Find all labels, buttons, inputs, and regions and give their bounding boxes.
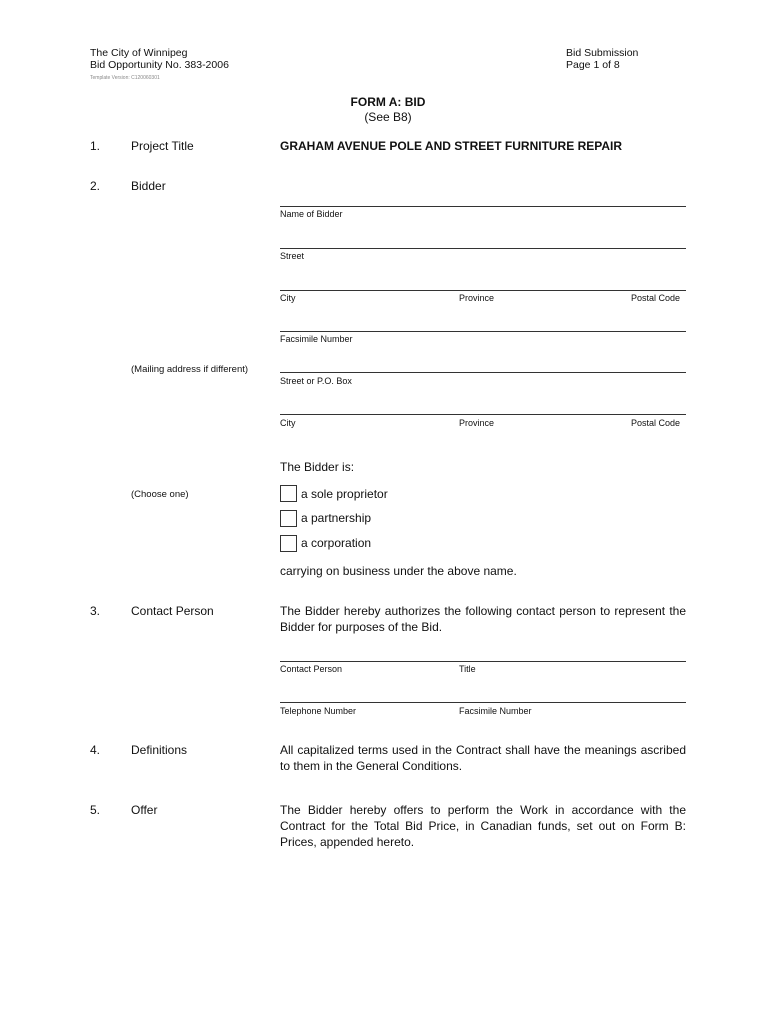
mailing-province-caption: Province (459, 418, 495, 428)
header-section: Bid Submission (566, 47, 639, 59)
name-of-bidder-caption: Name of Bidder (280, 209, 343, 219)
sole-proprietor-checkbox[interactable] (280, 485, 297, 502)
choose-one-note: (Choose one) (131, 489, 189, 500)
contact-person-caption: Contact Person (280, 664, 343, 674)
city-province-postal-field[interactable] (280, 290, 686, 291)
offer-text: The Bidder hereby offers to perform the Work in accordance with the Contract for the Total Bid Price, in Canadian funds, set out on Form B: Prices, appended hereto. (280, 803, 686, 849)
telephone-number-caption: Telephone Number (280, 706, 357, 716)
mailing-postal-code-caption: Postal Code (631, 418, 681, 428)
project-title-value: GRAHAM AVENUE POLE AND STREET FURNITURE REPAIR (280, 139, 623, 153)
item-number-5: 5. (90, 803, 101, 817)
bidder-label: Bidder (131, 179, 166, 193)
item-number-1: 1. (90, 139, 101, 153)
corporation-label: a corporation (301, 536, 372, 550)
city-caption: City (280, 293, 296, 303)
carrying-on-business-text: carrying on business under the above name. (280, 564, 517, 578)
facsimile-field[interactable] (280, 331, 686, 332)
item-number-3: 3. (90, 604, 101, 618)
province-caption: Province (459, 293, 495, 303)
item-number-4: 4. (90, 743, 101, 757)
mailing-street-field[interactable] (280, 372, 686, 373)
contact-person-label: Contact Person (131, 604, 214, 618)
offer-label: Offer (131, 803, 158, 817)
header-page-number: Page 1 of 8 (566, 59, 620, 71)
template-version: Template Version: C120060301 (90, 75, 160, 81)
title-caption: Title (459, 664, 476, 674)
street-caption: Street (280, 251, 305, 261)
street-po-box-caption: Street or P.O. Box (280, 376, 352, 386)
definitions-label: Definitions (131, 743, 188, 757)
definitions-text: All capitalized terms used in the Contract shall have the meanings ascribed to them in the General Conditions. (280, 743, 686, 773)
bidder-is-text: The Bidder is: (280, 460, 355, 474)
form-subtitle: (See B8) (364, 110, 412, 124)
corporation-checkbox[interactable] (280, 535, 297, 552)
contact-authorization-text: The Bidder hereby authorizes the following contact person to represent the Bidder for purposes of the Bid. (280, 604, 686, 634)
facsimile-caption: Facsimile Number (280, 334, 353, 344)
item-number-2: 2. (90, 179, 101, 193)
contact-phone-fax-field[interactable] (280, 702, 686, 703)
header-opportunity: Bid Opportunity No. 383-2006 (90, 59, 229, 71)
name-of-bidder-field[interactable] (280, 206, 686, 207)
partnership-checkbox[interactable] (280, 510, 297, 527)
form-title: FORM A: BID (350, 95, 426, 109)
mailing-city-caption: City (280, 418, 296, 428)
contact-facsimile-caption: Facsimile Number (459, 706, 532, 716)
contact-person-title-field[interactable] (280, 661, 686, 662)
postal-code-caption: Postal Code (631, 293, 681, 303)
mailing-address-note: (Mailing address if different) (131, 364, 249, 375)
sole-proprietor-label: a sole proprietor (301, 487, 388, 501)
partnership-label: a partnership (301, 511, 372, 525)
project-title-label: Project Title (131, 139, 194, 153)
header-org: The City of Winnipeg (90, 47, 188, 59)
mailing-city-province-postal-field[interactable] (280, 414, 686, 415)
street-field[interactable] (280, 248, 686, 249)
